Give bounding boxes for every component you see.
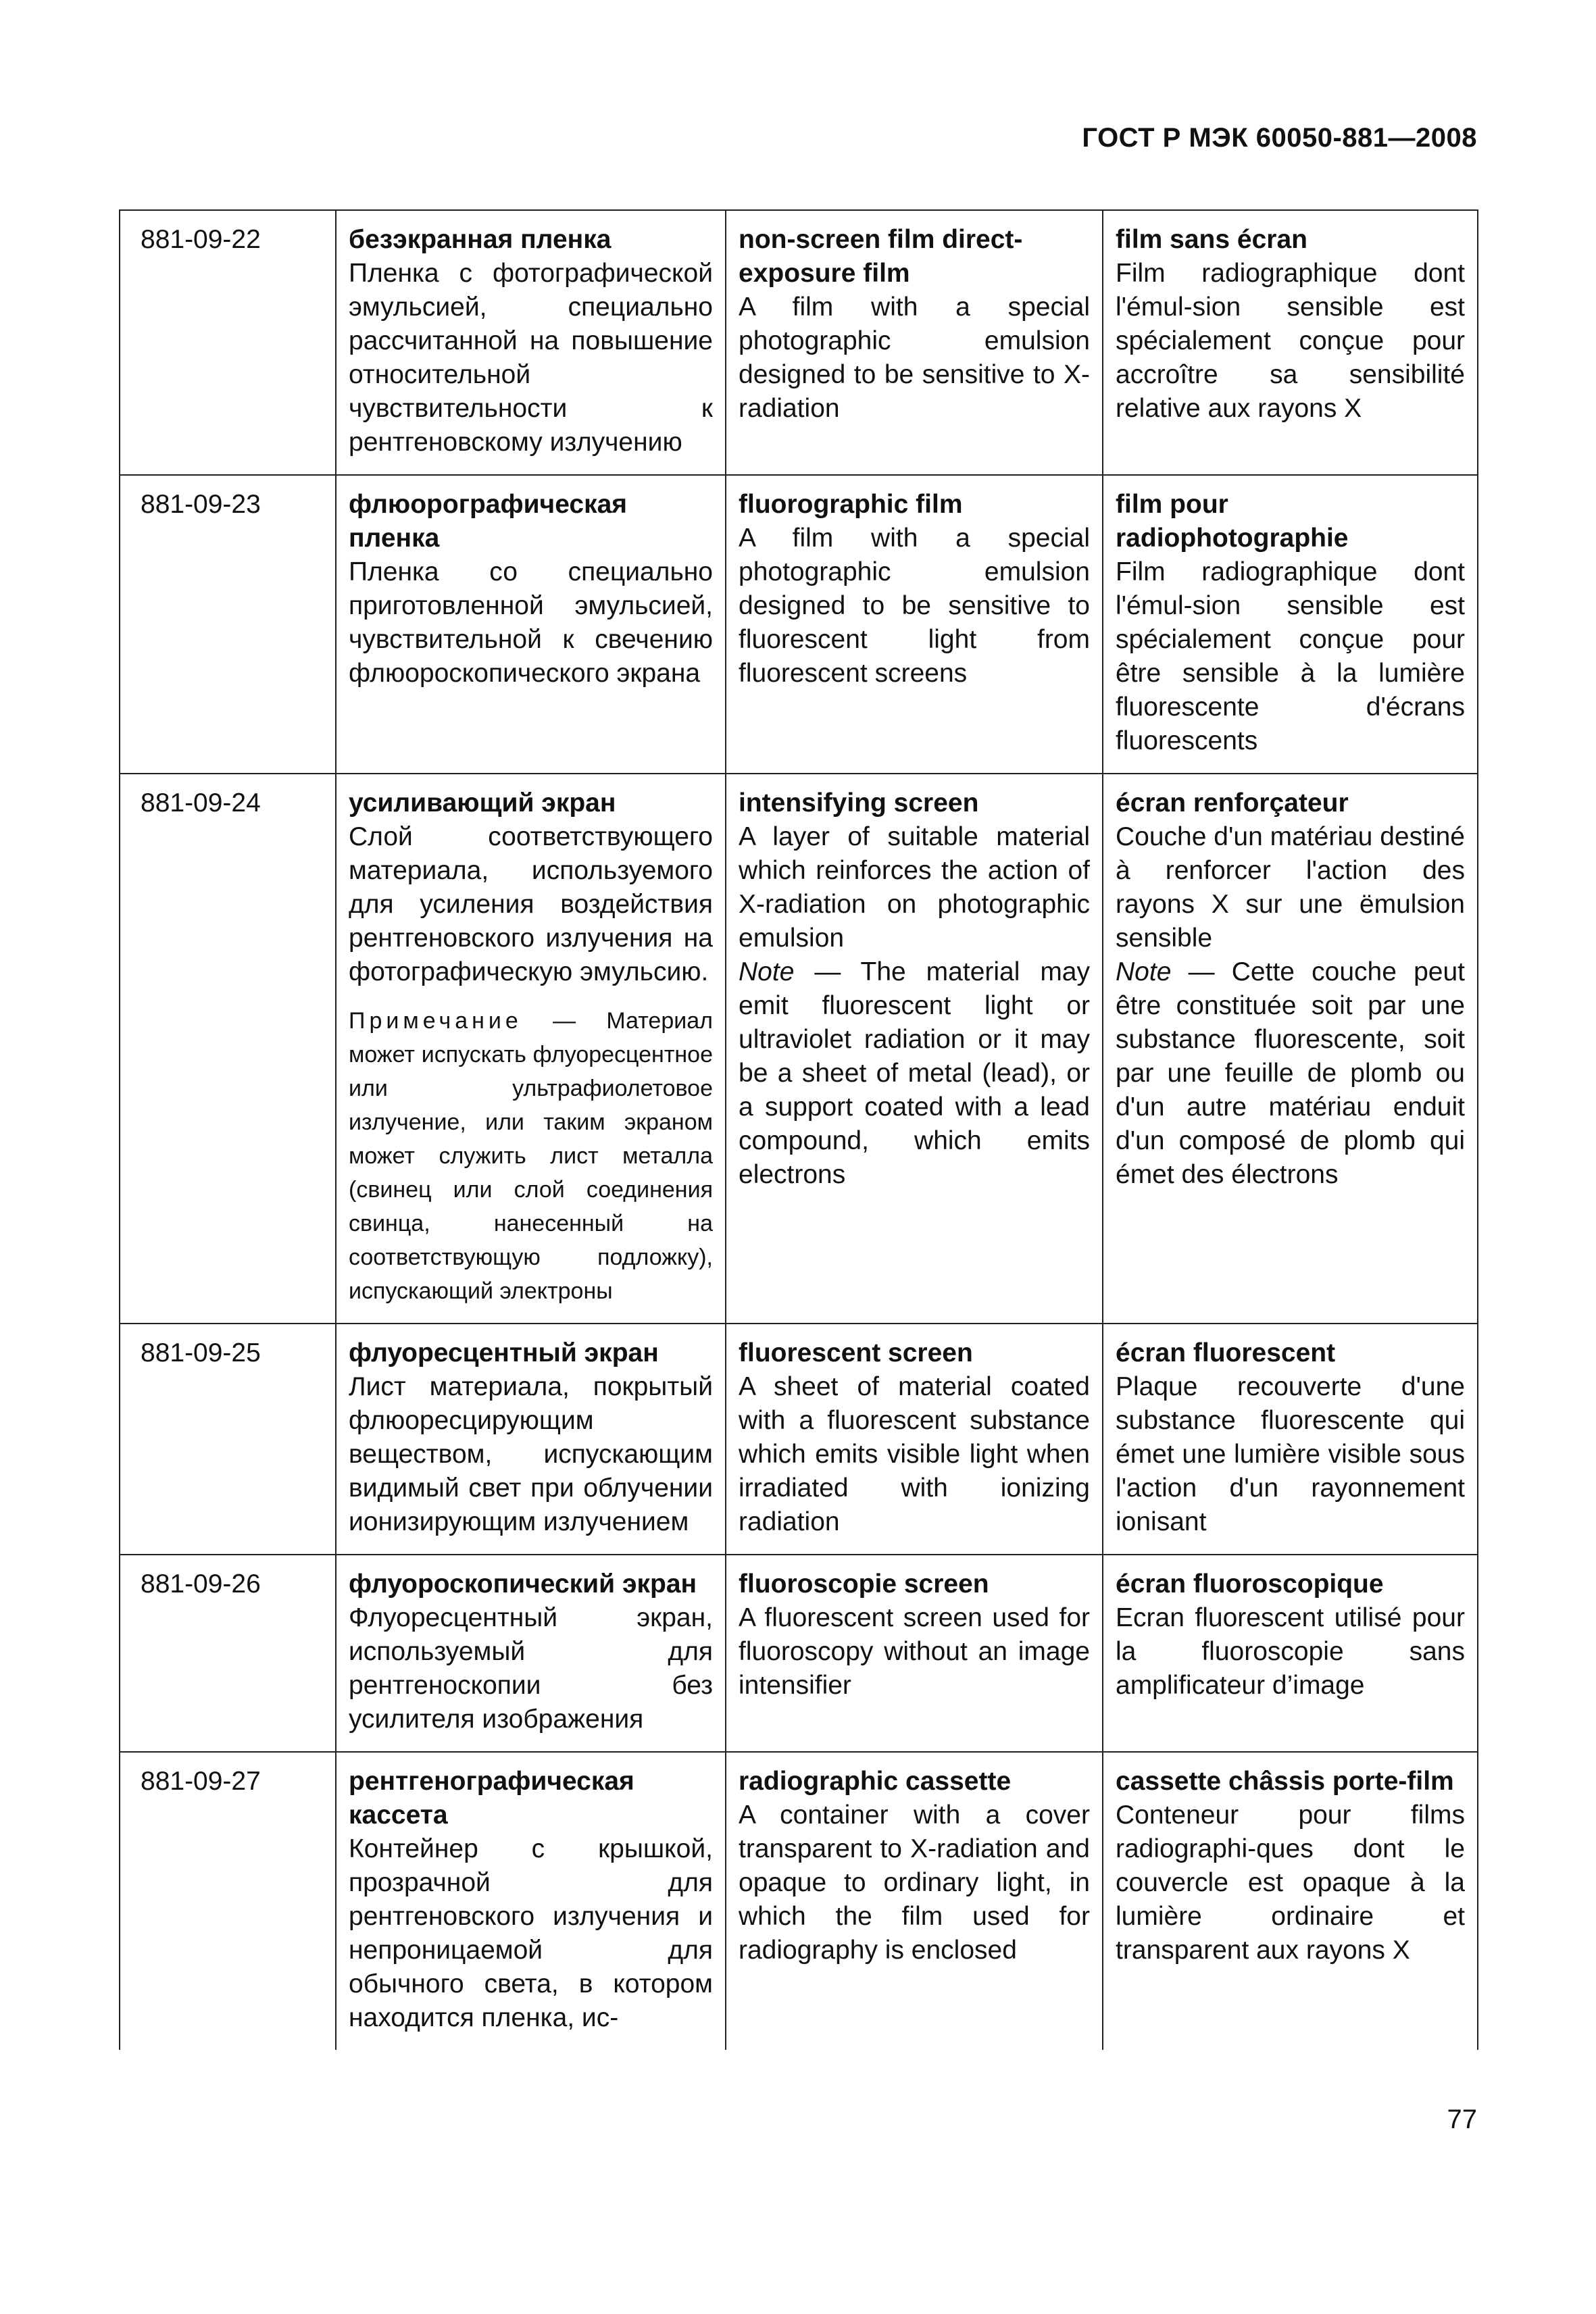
russian-term: флюорографическая пленка — [349, 490, 628, 553]
french-term: écran renforçateur — [1116, 788, 1349, 818]
english-definition: A film with a special photographic emulsion designed to be sensitive to fluorescent light from fluorescent screens — [739, 524, 1090, 688]
french-cell — [1103, 1752, 1478, 2050]
french-definition: Film radiographique dont l'émul-sion sensible est spécialement conçue pour accroître sa sensibilité relative aux rayons X — [1116, 259, 1465, 423]
russian-definition: Лист материала, покрытый флюоресцирующим веществом, испускающим видимый свет при облучении ионизирующим излучением — [349, 1372, 713, 1536]
english-cell — [726, 210, 1103, 475]
english-term: fluoroscopie screen — [739, 1569, 989, 1599]
french-cell — [1103, 774, 1478, 1324]
term-number: 881-09-24 — [120, 774, 336, 1324]
russian-term: флуоресцентный экран — [349, 1338, 659, 1367]
french-definition: Film radiographique dont l'émul-sion sensible est spécialement conçue pour être sensible à la lumière fluorescente d'écrans fluorescents — [1116, 557, 1465, 755]
french-term: film pour radiophotographie — [1116, 490, 1349, 553]
term-number: 881-09-27 — [120, 1752, 336, 2050]
french-note-text: — Cette couche peut être constituée soit par une substance fluorescente, soit par une feuille de plomb ou d'un autre matériau enduit d'un composé de plomb qui émet des électrons — [1116, 957, 1465, 1189]
page-number: 77 — [1447, 2105, 1477, 2134]
french-term: film sans écran — [1116, 225, 1307, 254]
russian-term: усиливающий экран — [349, 788, 616, 818]
russian-definition: Пленка со специально приготовленной эмульсией, чувствительной к свечению флюороскопического экрана — [349, 557, 713, 688]
english-definition: A sheet of material coated with a fluorescent substance which emits visible light when irradiated with ionizing radiation — [739, 1372, 1090, 1536]
french-definition: Couche d'un matériau destiné à renforcer l'action des rayons X sur une ëmulsion sensible — [1116, 822, 1465, 953]
french-note — [1116, 955, 1465, 1192]
table-row — [120, 210, 1478, 475]
table-row — [120, 774, 1478, 1324]
english-note — [739, 955, 1090, 1192]
english-term: radiographic cassette — [739, 1767, 1012, 1796]
english-cell — [726, 1555, 1103, 1752]
english-term: intensifying screen — [739, 788, 979, 818]
english-note-text: — The material may emit fluorescent light or ultraviolet radiation or it may be a sheet of metal (lead), or a support coated with a lead compound, which emits electrons — [739, 957, 1090, 1189]
english-note-label: Note — [739, 957, 795, 986]
terminology-table — [119, 209, 1478, 2050]
french-cell — [1103, 475, 1478, 774]
russian-definition: Контейнер с крышкой, прозрачной для рентгеновского излучения и непроницаемой для обычного света, в котором находится пленка, ис- — [349, 1834, 713, 2032]
term-number: 881-09-23 — [120, 475, 336, 774]
table-row — [120, 1752, 1478, 2050]
russian-note — [349, 1004, 713, 1308]
russian-term: флуороскопический экран — [349, 1569, 697, 1599]
russian-term: рентгенографическая кассета — [349, 1767, 634, 1830]
english-cell — [726, 475, 1103, 774]
table-row — [120, 475, 1478, 774]
french-definition: Ecran fluorescent utilisé pour la fluoroscopie sans amplificateur d’image — [1116, 1603, 1465, 1700]
term-number: 881-09-25 — [120, 1324, 336, 1555]
english-term: fluorographic film — [739, 490, 963, 519]
russian-note-text: — Материал может испускать флуоресцентное или ультрафиолетовое излучение, или таким экраном может служить лист металла (свинец или слой соединения свинца, нанесенный на соответствующую подложку), испускающий электроны — [349, 1008, 713, 1304]
french-note-label: Note — [1116, 957, 1172, 986]
russian-cell — [336, 1555, 726, 1752]
french-term: écran fluorescent — [1116, 1338, 1336, 1367]
term-number: 881-09-22 — [120, 210, 336, 475]
russian-cell — [336, 774, 726, 1324]
russian-definition: Слой соответствующего материала, используемого для усиления воздействия рентгеновского излучения на фотографическую эмульсию. — [349, 822, 713, 986]
document-header: ГОСТ Р МЭК 60050-881—2008 — [1082, 123, 1477, 153]
english-definition: A layer of suitable material which reinforces the action of X-radiation on photographic emulsion — [739, 822, 1090, 953]
english-cell — [726, 1752, 1103, 2050]
english-term: non-screen film direct-exposure film — [739, 225, 1023, 288]
russian-note-label: Примечание — [349, 1008, 522, 1034]
table-row — [120, 1555, 1478, 1752]
english-cell — [726, 774, 1103, 1324]
russian-definition: Пленка с фотографической эмульсией, специально рассчитанной на повышение относительной чувствительности к рентгеновскому излучению — [349, 259, 713, 457]
table-row — [120, 1324, 1478, 1555]
english-definition: A container with a cover transparent to X-radiation and opaque to ordinary light, in which the film used for radiography is enclosed — [739, 1801, 1090, 1965]
russian-cell — [336, 210, 726, 475]
english-definition: A film with a special photographic emulsion designed to be sensitive to X-radiation — [739, 293, 1090, 423]
russian-term: безэкранная пленка — [349, 225, 612, 254]
french-cell — [1103, 1324, 1478, 1555]
english-cell — [726, 1324, 1103, 1555]
russian-cell — [336, 1324, 726, 1555]
french-definition: Conteneur pour films radiographi-ques dont le couvercle est opaque à la lumière ordinaire et transparent aux rayons X — [1116, 1801, 1465, 1965]
french-term: cassette châssis porte-film — [1116, 1767, 1454, 1796]
english-definition: A fluorescent screen used for fluoroscopy without an image intensifier — [739, 1603, 1090, 1700]
russian-cell — [336, 1752, 726, 2050]
russian-definition: Флуоресцентный экран, используемый для рентгеноскопии без усилителя изображения — [349, 1603, 713, 1734]
russian-cell — [336, 475, 726, 774]
english-term: fluorescent screen — [739, 1338, 973, 1367]
term-number: 881-09-26 — [120, 1555, 336, 1752]
french-cell — [1103, 210, 1478, 475]
french-definition: Plaque recouverte d'une substance fluorescente qui émet une lumière visible sous l'action d'un rayonnement ionisant — [1116, 1372, 1465, 1536]
french-cell — [1103, 1555, 1478, 1752]
french-term: écran fluoroscopique — [1116, 1569, 1384, 1599]
